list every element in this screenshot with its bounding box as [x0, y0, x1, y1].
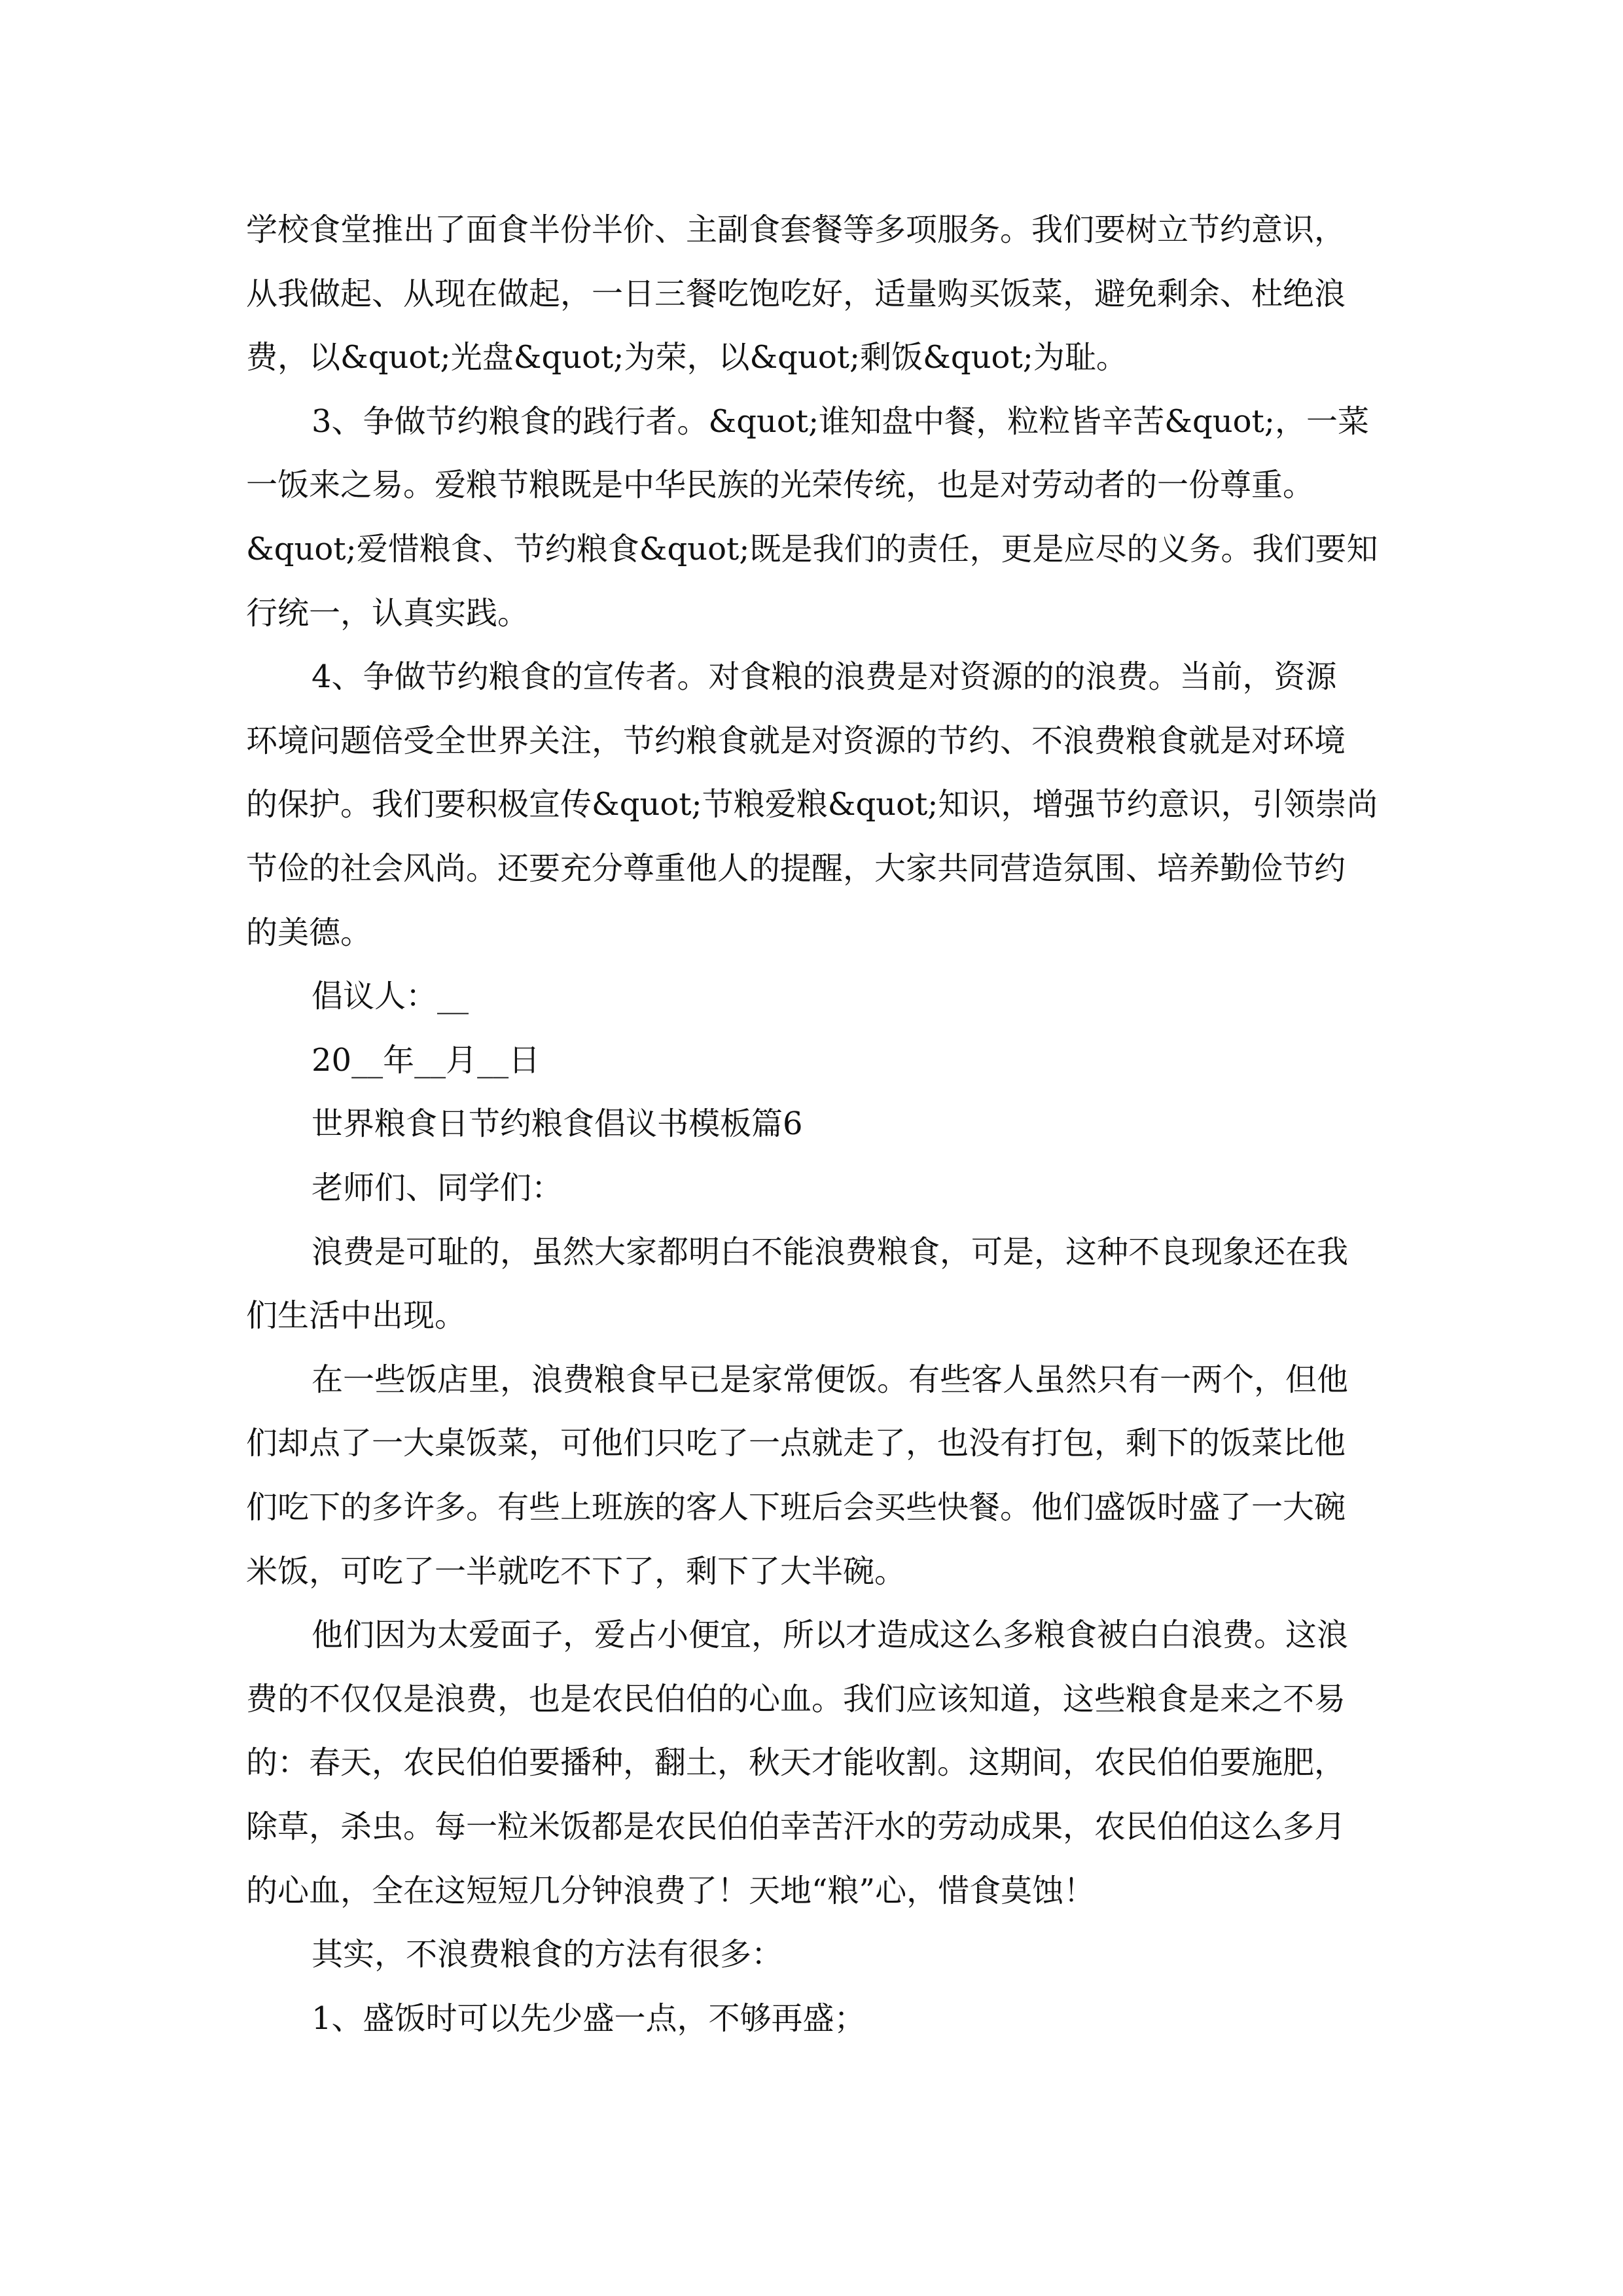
text-line: 米饭，可吃了一半就吃不下了，剩下了大半碗。 [246, 1552, 906, 1590]
text-line: 一饭来之易。爱粮节粮既是中华民族的光荣传统，也是对劳动者的一份尊重。 [246, 467, 1315, 504]
text-line: 4、争做节约粮食的宣传者。对食粮的浪费是对资源的的浪费。当前，资源 [312, 658, 1337, 696]
text-line: 老师们、同学们： [312, 1170, 563, 1206]
text-line: 其实，不浪费粮食的方法有很多： [312, 1936, 783, 1973]
text-line: 从我做起、从现在做起，一日三餐吃饱吃好，适量购买饭菜，避免剩余、杜绝浪 [246, 275, 1346, 312]
text-line: 们却点了一大桌饭菜，可他们只吃了一点就走了，也没有打包，剩下的饭菜比他 [246, 1425, 1346, 1462]
text-line: 除草，杀虫。每一粒米饭都是农民伯伯幸苦汗水的劳动成果，农民伯伯这么多月 [246, 1808, 1346, 1845]
text-line: 节俭的社会风尚。还要充分尊重他人的提醒，大家共同营造氛围、培养勤俭节约 [246, 850, 1346, 887]
text-line: 倡议人：__ [312, 978, 469, 1015]
text-line: 20__年__月__日 [312, 1041, 541, 1079]
text-line: 的保护。我们要积极宣传&quot;节粮爱粮&quot;知识，增强节约意识，引领崇尚 [246, 786, 1378, 823]
text-line: 的美德。 [246, 914, 372, 951]
text-line: 3、争做节约粮食的践行者。&quot;谁知盘中餐，粒粒皆辛苦&quot;，一菜 [312, 403, 1369, 440]
text-line: 行统一，认真实践。 [246, 594, 529, 632]
text-line: 费的不仅仅是浪费，也是农民伯伯的心血。我们应该知道，这些粮食是来之不易 [246, 1680, 1346, 1717]
text-line: 他们因为太爱面子，爱占小便宜，所以才造成这么多粮食被白白浪费。这浪 [312, 1617, 1349, 1654]
text-line: 们生活中出现。 [246, 1297, 467, 1335]
text-line: 环境问题倍受全世界关注，节约粮食就是对资源的节约、不浪费粮食就是对环境 [246, 722, 1346, 759]
text-line: 世界粮食日节约粮食倡议书模板篇6 [312, 1105, 803, 1143]
text-line: 1、盛饭时可以先少盛一点，不够再盛； [312, 2000, 866, 2037]
text-line: 费，以&quot;光盘&quot;为荣，以&quot;剩饭&quot;为耻。 [246, 339, 1128, 376]
text-line: 学校食堂推出了面食半份半价、主副食套餐等多项服务。我们要树立节约意识， [246, 211, 1346, 248]
text-line: 浪费是可耻的，虽然大家都明白不能浪费粮食，可是，这种不良现象还在我 [312, 1233, 1349, 1270]
text-line: 的心血，全在这短短几分钟浪费了！天地“粮”心，惜食莫蚀！ [246, 1872, 1096, 1909]
text-line: &quot;爱惜粮食、节约粮食&quot;既是我们的责任，更是应尽的义务。我们要知 [246, 531, 1378, 567]
text-line: 在一些饭店里，浪费粮食早已是家常便饭。有些客人虽然只有一两个，但他 [312, 1361, 1349, 1398]
text-line: 的：春天，农民伯伯要播种，翻土，秋天才能收割。这期间，农民伯伯要施肥， [246, 1744, 1346, 1782]
text-line: 们吃下的多许多。有些上班族的客人下班后会买些快餐。他们盛饭时盛了一大碗 [246, 1489, 1346, 1526]
